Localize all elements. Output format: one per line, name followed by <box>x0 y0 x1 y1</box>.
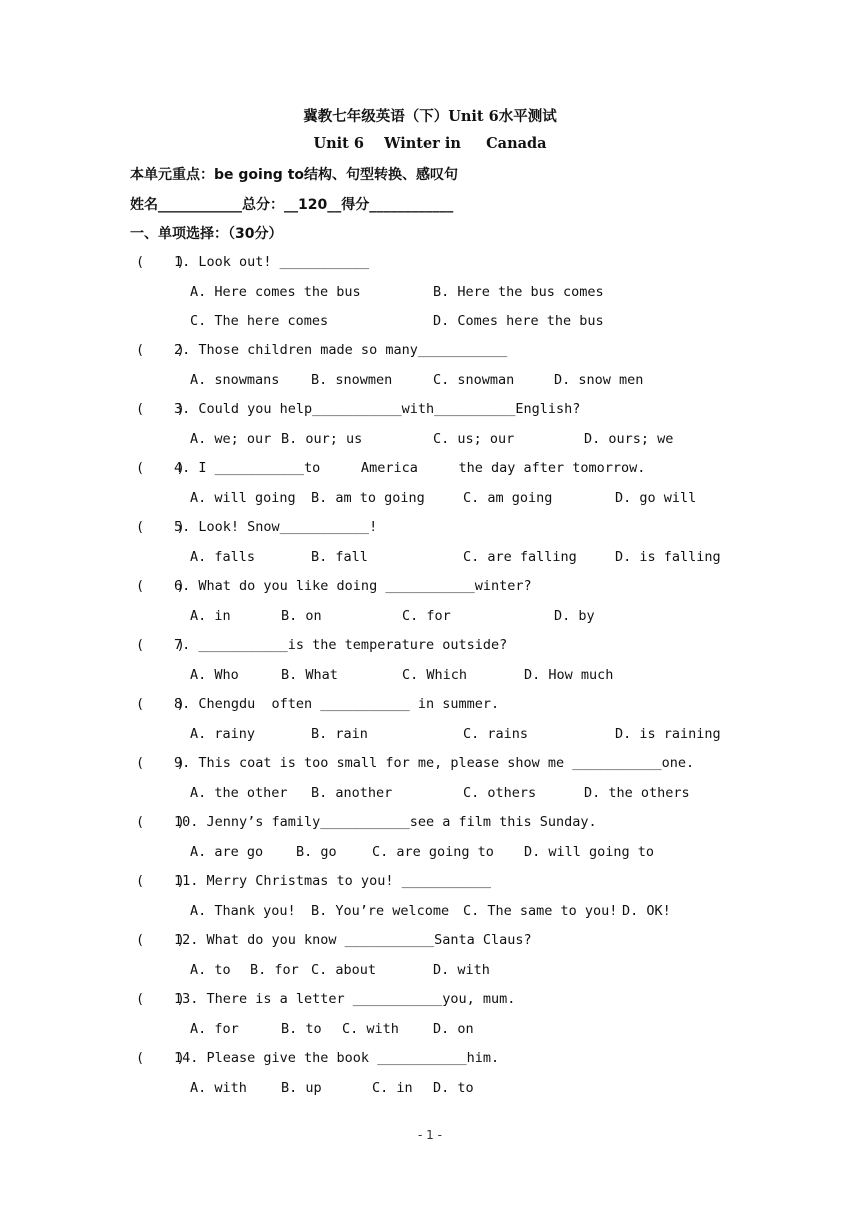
answer-blank: ( ) <box>136 460 185 476</box>
option-d: D. snow men <box>554 371 644 388</box>
section-heading: 一、单项选择：（30分） <box>130 226 283 242</box>
question-text: 5. Look! Snow___________! <box>174 519 378 535</box>
question-item <box>0 519 860 565</box>
option-c: C. others <box>463 784 537 801</box>
option-a: A. are go <box>190 843 264 860</box>
question-item <box>0 460 860 506</box>
question-item <box>0 755 860 801</box>
option-a: A. snowmans <box>190 371 280 388</box>
answer-blank: ( ) <box>136 578 185 594</box>
option-d: D. to <box>433 1079 474 1096</box>
answer-blank: ( ) <box>136 755 185 771</box>
answer-blank: ( ) <box>136 401 185 417</box>
answer-blank: ( ) <box>136 254 185 270</box>
question-item <box>0 873 860 919</box>
option-b: B. What <box>281 666 338 683</box>
question-text: 6. What do you like doing ___________winter? <box>174 578 532 594</box>
unit-focus: 本单元重点：be going to结构、句型转换、感叹句 <box>130 167 459 183</box>
option-d: D. go will <box>615 489 697 506</box>
option-b: B. go <box>296 843 337 860</box>
option-a: A. for <box>190 1020 239 1037</box>
option-c: C. about <box>311 961 377 978</box>
question-item <box>0 1050 860 1096</box>
option-d: D. by <box>554 607 595 624</box>
answer-blank: ( ) <box>136 696 185 712</box>
option-a: A. Thank you! <box>190 902 296 919</box>
answer-blank: ( ) <box>136 1050 185 1066</box>
question-text: 7. ___________is the temperature outside? <box>174 637 508 653</box>
option-b: B. up <box>281 1079 322 1096</box>
answer-blank: ( ) <box>136 932 185 948</box>
document-title: 冀教七年级英语（下）Unit 6水平测试 <box>303 108 557 125</box>
option-c: C. The same to you! <box>463 902 618 919</box>
option-b: B. fall <box>311 548 368 565</box>
option-b: B. for <box>250 961 299 978</box>
option-b: B. You’re welcome <box>311 902 450 919</box>
question-item <box>0 932 860 978</box>
option-a: A. the other <box>190 784 288 801</box>
option-b: B. another <box>311 784 393 801</box>
answer-blank: ( ) <box>136 814 185 830</box>
question-item <box>0 637 860 683</box>
option-c: C. us; our <box>433 430 515 447</box>
question-text: 2. Those children made so many___________ <box>174 342 508 358</box>
option-a: A. rainy <box>190 725 256 742</box>
question-text: 3. Could you help___________with__________English? <box>174 401 581 417</box>
option-c: C. am going <box>463 489 553 506</box>
option-c: C. are falling <box>463 548 577 565</box>
option-c: C. Which <box>402 666 468 683</box>
option-d: D. is falling <box>615 548 721 565</box>
option-c: C. are going to <box>372 843 494 860</box>
option-c: C. in <box>372 1079 413 1096</box>
question-item <box>0 696 860 742</box>
question-text: 8. Chengdu often ___________ in summer. <box>174 696 500 712</box>
option-b: B. to <box>281 1020 322 1037</box>
option-b: B. am to going <box>311 489 425 506</box>
question-item <box>0 254 860 329</box>
option-d: D. with <box>433 961 490 978</box>
option-d: D. How much <box>524 666 614 683</box>
option-a: A. Here comes the bus <box>190 283 361 300</box>
option-d: D. Comes here the bus <box>433 313 604 329</box>
option-b: B. Here the bus comes <box>433 283 604 300</box>
option-a: A. to <box>190 961 231 978</box>
option-c: C. with <box>342 1020 399 1037</box>
question-text: 13. There is a letter ___________you, mum. <box>174 991 516 1007</box>
option-c: C. The here comes <box>190 313 329 329</box>
answer-blank: ( ) <box>136 342 185 358</box>
answer-blank: ( ) <box>136 873 185 889</box>
answer-blank: ( ) <box>136 519 185 535</box>
question-item <box>0 991 860 1037</box>
question-item <box>0 401 860 447</box>
option-c: C. for <box>402 607 451 624</box>
option-d: D. ours; we <box>584 430 674 447</box>
question-text: 11. Merry Christmas to you! ___________ <box>174 873 491 889</box>
option-d: D. will going to <box>524 843 655 860</box>
option-a: A. with <box>190 1079 247 1096</box>
option-a: A. will going <box>190 489 296 506</box>
option-a: A. we; our <box>190 430 272 447</box>
option-a: A. in <box>190 607 231 624</box>
option-d: D. the others <box>584 784 690 801</box>
question-item <box>0 578 860 624</box>
option-a: A. Who <box>190 666 239 683</box>
question-text: 10. Jenny’s family___________see a film this Sunday. <box>174 814 597 830</box>
option-c: C. rains <box>463 725 529 742</box>
option-b: B. on <box>281 607 322 624</box>
option-c: C. snowman <box>433 371 515 388</box>
question-text: 14. Please give the book ___________him. <box>174 1050 500 1066</box>
question-text: 1. Look out! ___________ <box>174 254 370 270</box>
option-d: D. is raining <box>615 725 721 742</box>
answer-blank: ( ) <box>136 991 185 1007</box>
question-item <box>0 342 860 388</box>
answer-blank: ( ) <box>136 637 185 653</box>
question-text: 9. This coat is too small for me, please show me ___________one. <box>174 755 695 771</box>
page-number: - 1 - <box>418 1128 442 1142</box>
option-a: A. falls <box>190 548 256 565</box>
option-b: B. snowmen <box>311 371 393 388</box>
option-b: B. rain <box>311 725 368 742</box>
question-text: 4. I ___________to America the day after tomorrow. <box>174 460 646 476</box>
question-item <box>0 814 860 860</box>
option-d: D. OK! <box>622 902 671 919</box>
question-text: 12. What do you know ___________Santa Claus? <box>174 932 532 948</box>
student-info: 姓名____________总分：__120__得分____________ <box>130 197 454 213</box>
option-d: D. on <box>433 1020 474 1037</box>
option-b: B. our; us <box>281 430 363 447</box>
unit-subtitle: Unit 6 Winter in Canada <box>313 135 547 152</box>
